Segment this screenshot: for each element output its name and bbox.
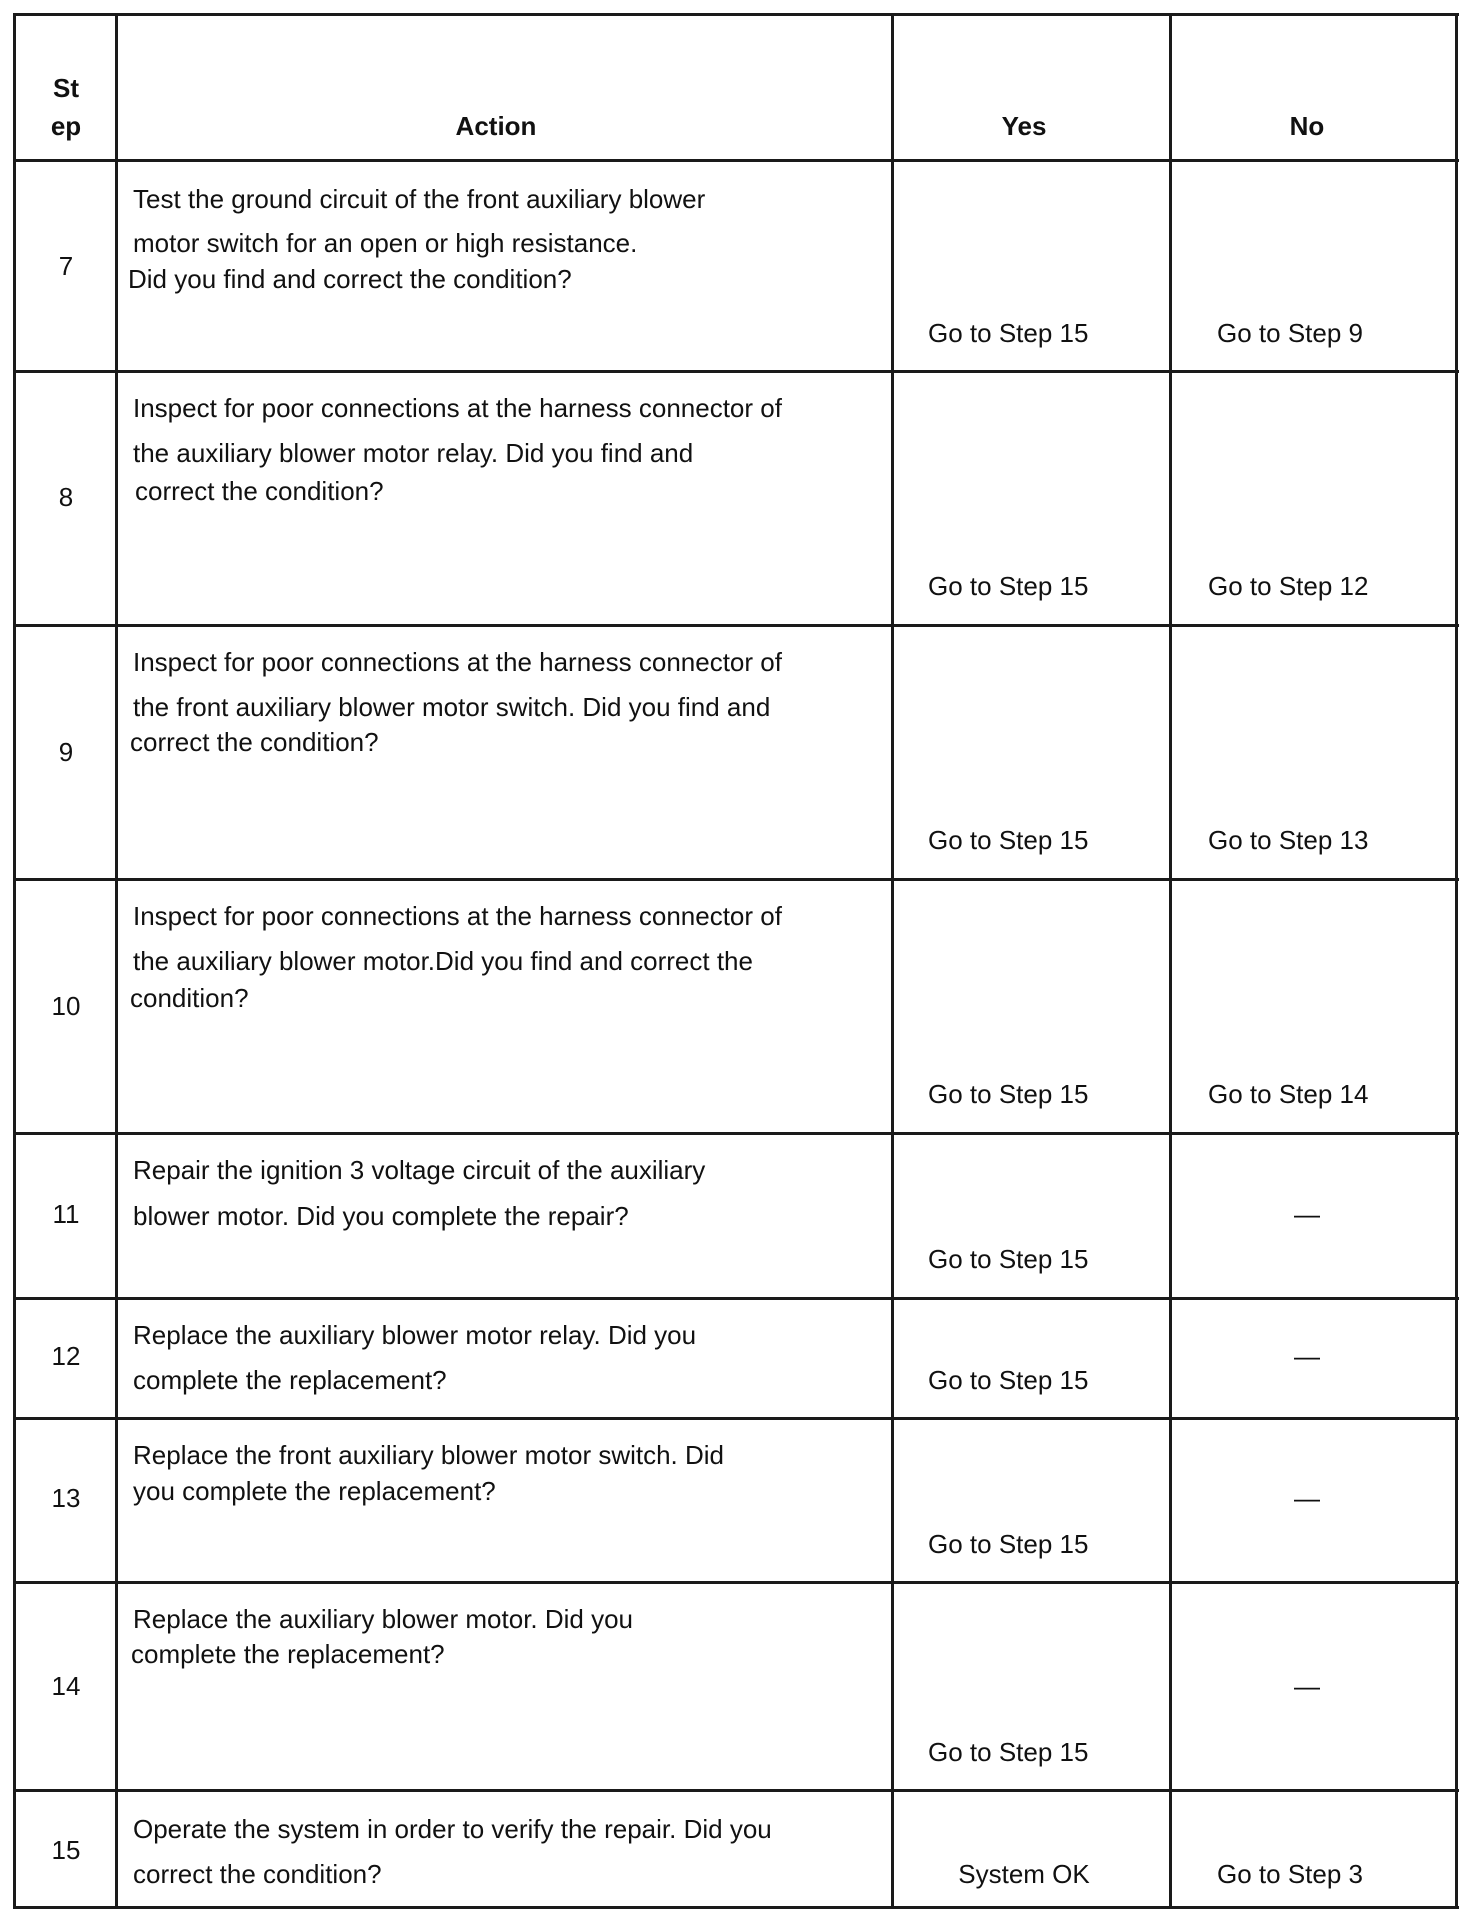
column-divider	[1169, 13, 1172, 1909]
step-number: 15	[51, 1835, 81, 1865]
action-text: complete the replacement?	[131, 1639, 445, 1669]
action-text: the front auxiliary blower motor switch. Did you find and	[133, 692, 771, 722]
step-number: 8	[58, 482, 74, 512]
yes-result: Go to Step 15	[928, 825, 1089, 855]
header-action: Action	[455, 111, 537, 141]
action-text: Repair the ignition 3 voltage circuit of the auxiliary	[133, 1155, 706, 1185]
yes-result: Go to Step 15	[928, 1529, 1089, 1559]
header-step-line2: ep	[50, 111, 82, 141]
action-text: correct the condition?	[135, 476, 384, 506]
row-divider	[14, 1789, 1459, 1792]
action-text: Test the ground circuit of the front auxiliary blower	[133, 184, 706, 214]
yes-result: Go to Step 15	[928, 1079, 1089, 1109]
yes-result: Go to Step 15	[928, 318, 1089, 348]
row-divider	[14, 1581, 1459, 1584]
table-border-left	[13, 13, 16, 1909]
step-number: 9	[58, 737, 74, 767]
table-border-bottom	[14, 1906, 1459, 1909]
yes-result: System OK	[958, 1859, 1090, 1889]
no-result: Go to Step 9	[1217, 318, 1363, 348]
row-divider	[14, 159, 1459, 162]
step-number: 10	[51, 991, 81, 1021]
step-number: 12	[51, 1341, 81, 1371]
yes-result: Go to Step 15	[928, 1244, 1089, 1274]
no-result: —	[1294, 1671, 1320, 1701]
action-text: blower motor. Did you complete the repair?	[133, 1201, 629, 1231]
action-text: you complete the replacement?	[133, 1476, 496, 1506]
action-text: condition?	[130, 983, 249, 1013]
action-text: the auxiliary blower motor.Did you find and correct the	[133, 946, 753, 976]
action-text: Replace the auxiliary blower motor relay. Did you	[133, 1320, 697, 1350]
action-text: Did you find and correct the condition?	[128, 264, 572, 294]
action-text: Inspect for poor connections at the harness connector of	[133, 901, 782, 931]
column-divider	[115, 13, 118, 1909]
no-result: Go to Step 13	[1208, 825, 1369, 855]
table-border-right	[1455, 13, 1458, 1909]
header-no: No	[1289, 111, 1325, 141]
step-number: 14	[51, 1671, 81, 1701]
header-step-line1: St	[53, 73, 79, 103]
step-number: 11	[52, 1199, 80, 1229]
action-text: correct the condition?	[133, 1859, 382, 1889]
row-divider	[14, 878, 1459, 881]
no-result: Go to Step 12	[1208, 571, 1369, 601]
row-divider	[14, 624, 1459, 627]
action-text: correct the condition?	[130, 727, 379, 757]
action-text: Replace the front auxiliary blower motor switch. Did	[133, 1440, 725, 1470]
no-result: Go to Step 14	[1208, 1079, 1369, 1109]
step-number: 7	[58, 251, 74, 281]
no-result: —	[1294, 1199, 1320, 1229]
row-divider	[14, 1297, 1459, 1300]
row-divider	[14, 1132, 1459, 1135]
no-result: Go to Step 3	[1217, 1859, 1363, 1889]
no-result: —	[1294, 1341, 1320, 1371]
action-text: the auxiliary blower motor relay. Did you find and	[133, 438, 694, 468]
step-number: 13	[51, 1483, 81, 1513]
action-text: Inspect for poor connections at the harness connector of	[133, 393, 782, 423]
table-border-top	[14, 13, 1459, 16]
row-divider	[14, 370, 1459, 373]
action-text: motor switch for an open or high resistance.	[133, 228, 638, 258]
row-divider	[14, 1417, 1459, 1420]
yes-result: Go to Step 15	[928, 571, 1089, 601]
header-yes: Yes	[1001, 111, 1047, 141]
action-text: complete the replacement?	[133, 1365, 447, 1395]
action-text: Replace the auxiliary blower motor. Did you	[133, 1604, 634, 1634]
action-text: Inspect for poor connections at the harness connector of	[133, 647, 782, 677]
column-divider	[891, 13, 894, 1909]
yes-result: Go to Step 15	[928, 1737, 1089, 1767]
action-text: Operate the system in order to verify the repair. Did you	[133, 1814, 772, 1844]
yes-result: Go to Step 15	[928, 1365, 1089, 1395]
no-result: —	[1294, 1483, 1320, 1513]
